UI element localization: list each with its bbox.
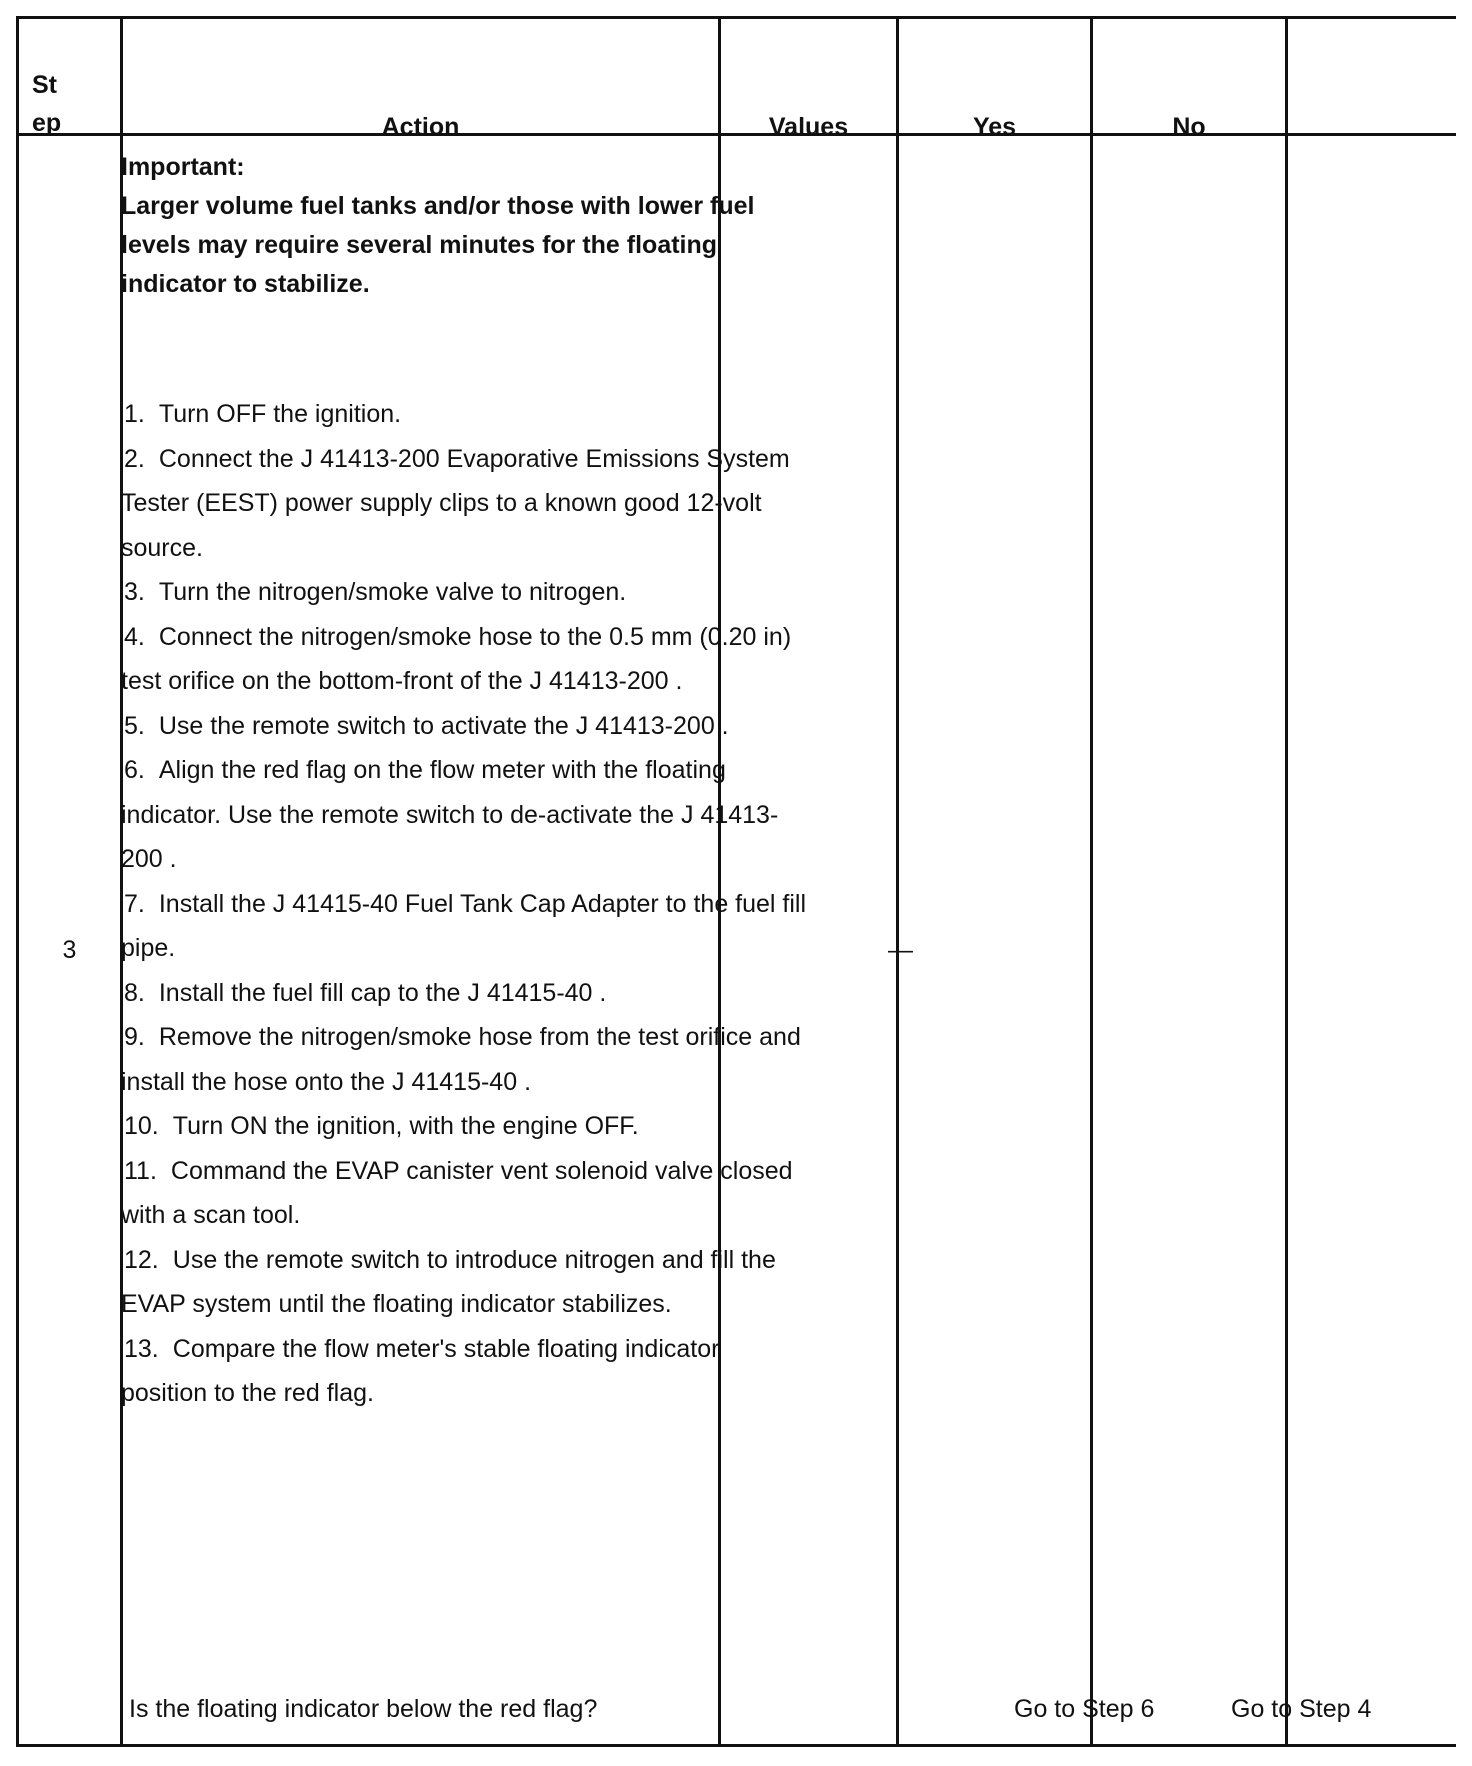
- procedure-step: [121, 748, 811, 882]
- procedure-step: [121, 704, 811, 749]
- step-number: 3: [62, 936, 77, 964]
- procedure-step-number: 7.: [124, 889, 145, 918]
- procedure-step-text: Align the red flag on the flow meter with the floating indicator. Use the remote switch to de-activate the J 41413-200 .: [121, 756, 779, 873]
- procedure-step-text: Use the remote switch to introduce nitrogen and fill the EVAP system until the floating indicator stabilizes.: [121, 1245, 776, 1318]
- procedure-step-number: 11.: [124, 1156, 157, 1185]
- procedure-step-text: Use the remote switch to activate the J 41413-200 .: [158, 711, 729, 740]
- header-no: No: [1172, 113, 1206, 141]
- column-divider-yes: [1090, 16, 1093, 1747]
- procedure-step-text: Command the EVAP canister vent solenoid valve closed with a scan tool.: [121, 1156, 793, 1229]
- procedure-step-text: Compare the flow meter's stable floating indicator position to the red flag.: [121, 1334, 720, 1407]
- procedure-step-number: 4.: [124, 622, 145, 651]
- important-note: [121, 148, 811, 304]
- step-question: Is the floating indicator below the red flag?: [129, 1695, 598, 1723]
- procedure-step: [121, 1104, 811, 1149]
- procedure-step-text: Connect the J 41413-200 Evaporative Emissions System Tester (EEST) power supply clips to a known good 12-volt source.: [121, 444, 790, 562]
- table-border-top: [16, 16, 1456, 19]
- procedure-step: [121, 615, 811, 704]
- procedure-step: [121, 437, 811, 571]
- procedure-step-number: 3.: [124, 578, 145, 606]
- procedure-step-text: Connect the nitrogen/smoke hose to the 0.5 mm (0.20 in) test orifice on the bottom-front of the J 41413-200 .: [121, 622, 792, 695]
- procedure-step-number: 8.: [124, 978, 145, 1007]
- procedure-step-number: 2.: [124, 444, 145, 473]
- header-step-line1: St: [32, 71, 57, 99]
- procedure-step-number: 5.: [124, 711, 145, 740]
- procedure-step: [121, 971, 811, 1016]
- procedure-step-number: 1.: [124, 400, 145, 428]
- header-values: Values: [768, 113, 849, 141]
- procedure-step: [121, 1327, 811, 1416]
- procedure-step-text: Install the fuel fill cap to the J 41415-40 .: [158, 978, 607, 1007]
- header-yes: Yes: [972, 113, 1017, 141]
- procedure-step: [121, 1238, 811, 1327]
- yes-result: Go to Step 6: [1014, 1695, 1155, 1723]
- table-border-bottom: [16, 1744, 1456, 1747]
- procedure-step: [121, 882, 811, 971]
- procedure-step: [121, 1015, 811, 1104]
- procedure-step-text: Turn the nitrogen/smoke valve to nitrogen.: [158, 578, 627, 606]
- procedure-step-number: 13.: [124, 1334, 159, 1363]
- header-step-line2: ep: [32, 109, 62, 137]
- procedure-step: [121, 570, 811, 615]
- table-border-left: [16, 16, 19, 1747]
- important-title: Important:: [121, 153, 245, 181]
- procedure-step: [121, 1149, 811, 1238]
- procedure-step: [121, 392, 811, 437]
- procedure-step-number: 12.: [124, 1245, 159, 1274]
- procedure-step-text: Turn ON the ignition, with the engine OFF.: [172, 1112, 639, 1140]
- header-action: Action: [381, 113, 460, 141]
- procedure-step-text: Install the J 41415-40 Fuel Tank Cap Adapter to the fuel fill pipe.: [121, 889, 807, 962]
- column-divider-values: [896, 16, 899, 1747]
- header-step: [32, 66, 61, 142]
- procedure-step-text: Turn OFF the ignition.: [158, 400, 402, 428]
- no-result: Go to Step 4: [1231, 1695, 1372, 1723]
- procedure-step-text: Remove the nitrogen/smoke hose from the test orifice and install the hose onto the J 41415-40 .: [121, 1023, 801, 1096]
- values-dash: —: [888, 936, 913, 964]
- procedure-step-number: 6.: [124, 756, 145, 784]
- table-border-right: [1285, 16, 1288, 1747]
- procedure-step-number: 9.: [124, 1023, 145, 1051]
- important-text: Larger volume fuel tanks and/or those with lower fuel levels may require several minutes for the floating indicator to stabilize.: [121, 192, 755, 298]
- procedure-step-number: 10.: [124, 1112, 159, 1140]
- procedure-steps: [121, 392, 811, 1416]
